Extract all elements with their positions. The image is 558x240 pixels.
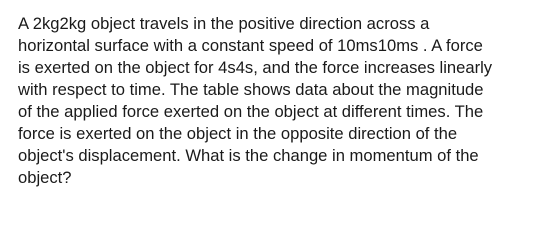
- question-text: A 2kg2kg object travels in the positive direction across a horizontal surface with a constant speed of 10ms10ms . A force is exerted on the object for 4s4s, and the force increases linearly with respect to time. The table shows data about the magnitude of the applied force exerted on the object at different times. The force is exerted on the object in the opposite direction of the object's displacement. What is the change in momentum of the object?: [18, 14, 493, 187]
